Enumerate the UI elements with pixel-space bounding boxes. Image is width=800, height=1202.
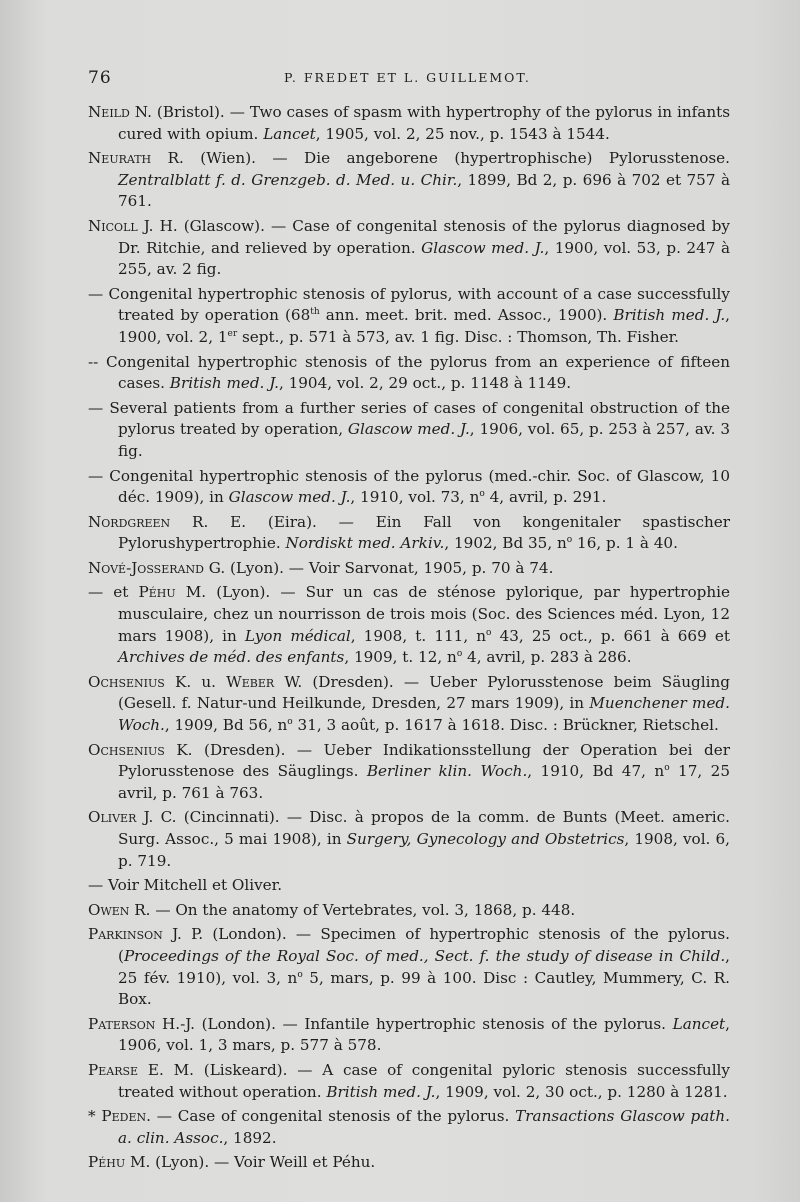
bibliography-entry: Neurath R. (Wien). — Die angeborene (hypertrophische) Pylorusstenose. Zentralblatt f. d. Grenzgeb. d. Med. u. Chir., 1899, Bd 2, p. 696 à 702 et 757 à 761. (88, 149, 731, 211)
bibliography-entry: Nordgreen R. E. (Eira). — Ein Fall von kongenitaler spastischer Pylorushypertrophie. Nordiskt med. Arkiv., 1902, Bd 35, $n^o$ 16, p. 1 à 40. (88, 512, 730, 553)
page-header (88, 68, 730, 102)
bibliography-entry: Owen R. — On the anatomy of Vertebrates, vol. 3, 1868, p. 448. (88, 900, 576, 919)
running-head: P. FREDET ET L. GUILLEMOT. (284, 70, 531, 85)
bibliography-entry: — et Péhu M. (Lyon). — Sur un cas de sténose pylorique, par hypertrophie musculaire, chez un nourrisson de trois mois (Soc. des Sciences méd. Lyon, 12 mars 1908), in Lyon médical, 1908, t. 111, $n^o$ 43, 25 oct., p. 661 à 669 et Archives de méd. des enfants, 1909, t. 12, $n^o$ 4, avril, p. 283 à 286. (88, 583, 730, 667)
bibliography-entry: Ochsenius K. (Dresden). — Ueber Indikationsstellung der Operation bei der Pylorusstenose des Säuglings. Berliner klin. Woch., 1910, Bd 47, $n^o$ 17, 25 avril, p. 761 à 763. (88, 740, 730, 802)
bibliography-list (88, 102, 730, 1174)
bibliography-entry: Pearse E. M. (Liskeard). — A case of congenital pyloric stenosis successfully treated without operation. British med. J., 1909, vol. 2, 30 oct., p. 1280 à 1281. (88, 1060, 730, 1101)
bibliography-entry: Nicoll J. H. (Glascow). — Case of congenital stenosis of the pylorus diagnosed by Dr. Ritchie, and relieved by operation. Glascow med. J., 1900, vol. 53, p. 247 à 255, av. 2 fig. (88, 216, 730, 279)
bibliography-entry: Oliver J. C. (Cincinnati). — Disc. à propos de la comm. de Bunts (Meet. americ. Surg. Assoc., 5 mai 1908), in Surgery, Gynecology and Obstetrics, 1908, vol. 6, p. 719. (88, 808, 730, 870)
bibliography-entry: Ochsenius K. u. Weber W. (Dresden). — Ueber Pylorusstenose beim Säugling (Gesell. f. Natur-und Heilkunde, Dresden, 27 mars 1909), in Muenchener med. Woch., 1909, Bd 56, $n^o$ 31, 3 août, p. 1617 à 1618. Disc. : Brückner, Rietschel. (88, 672, 730, 735)
bibliography-entry: -- Congenital hypertrophic stenosis of the pylorus from an experience of fifteen cases. British med. J., 1904, vol. 2, 29 oct., p. 1148 à 1149. (88, 352, 730, 393)
bibliography-entry: — Voir Mitchell et Oliver. (88, 876, 283, 895)
bibliography-entry: — Congenital hypertrophic stenosis of pylorus, with account of a case successfully treated by operation (68th ann. meet. brit. med. Assoc., 1900). British med. J., 1900, vol. 2, 1er sept., p. 571 à 573, av. 1 fig. Disc. : Thomson, Th. Fisher. (88, 284, 730, 346)
bibliography-entry: Nové-Josserand G. (Lyon). — Voir Sarvonat, 1905, p. 70 à 74. (88, 558, 554, 577)
bibliography-entry: Péhu M. (Lyon). — Voir Weill et Péhu. (88, 1153, 376, 1172)
bibliography-entry: Parkinson J. P. (London). — Specimen of hypertrophic stenosis of the pylorus. (Proceedings of the Royal Soc. of med., Sect. f. the study of disease in Child., 25 fév. 1910), vol. 3, $n^o$ 5, mars, p. 99 à 100. Disc : Cautley, Mummery, C. R. Box. (88, 925, 730, 1009)
bibliography-entry: — Several patients from a further series of cases of congenital obstruction of the pylorus treated by operation, Glascow med. J., 1906, vol. 65, p. 253 à 257, av. 3 fig. (88, 398, 730, 460)
page-number: 76 (88, 68, 112, 88)
bibliography-entry: — Congenital hypertrophic stenosis of the pylorus (med.-chir. Soc. of Glascow, 10 déc. 1909), in Glascow med. J., 1910, vol. 73, $n^o$ 4, avril, p. 291. (88, 466, 730, 507)
bibliography-entry: Paterson H.-J. (London). — Infantile hypertrophic stenosis of the pylorus. Lancet, 1906, vol. 1, 3 mars, p. 577 à 578. (88, 1014, 730, 1055)
bibliography-entry: * Peden. — Case of congenital stenosis of the pylorus. Transactions Glascow path. a. clin. Assoc., 1892. (88, 1107, 730, 1147)
bibliography-entry: Neild N. (Bristol). — Two cases of spasm with hypertrophy of the pylorus in infants cured with opium. Lancet, 1905, vol. 2, 25 nov., p. 1543 à 1544. (88, 103, 730, 143)
